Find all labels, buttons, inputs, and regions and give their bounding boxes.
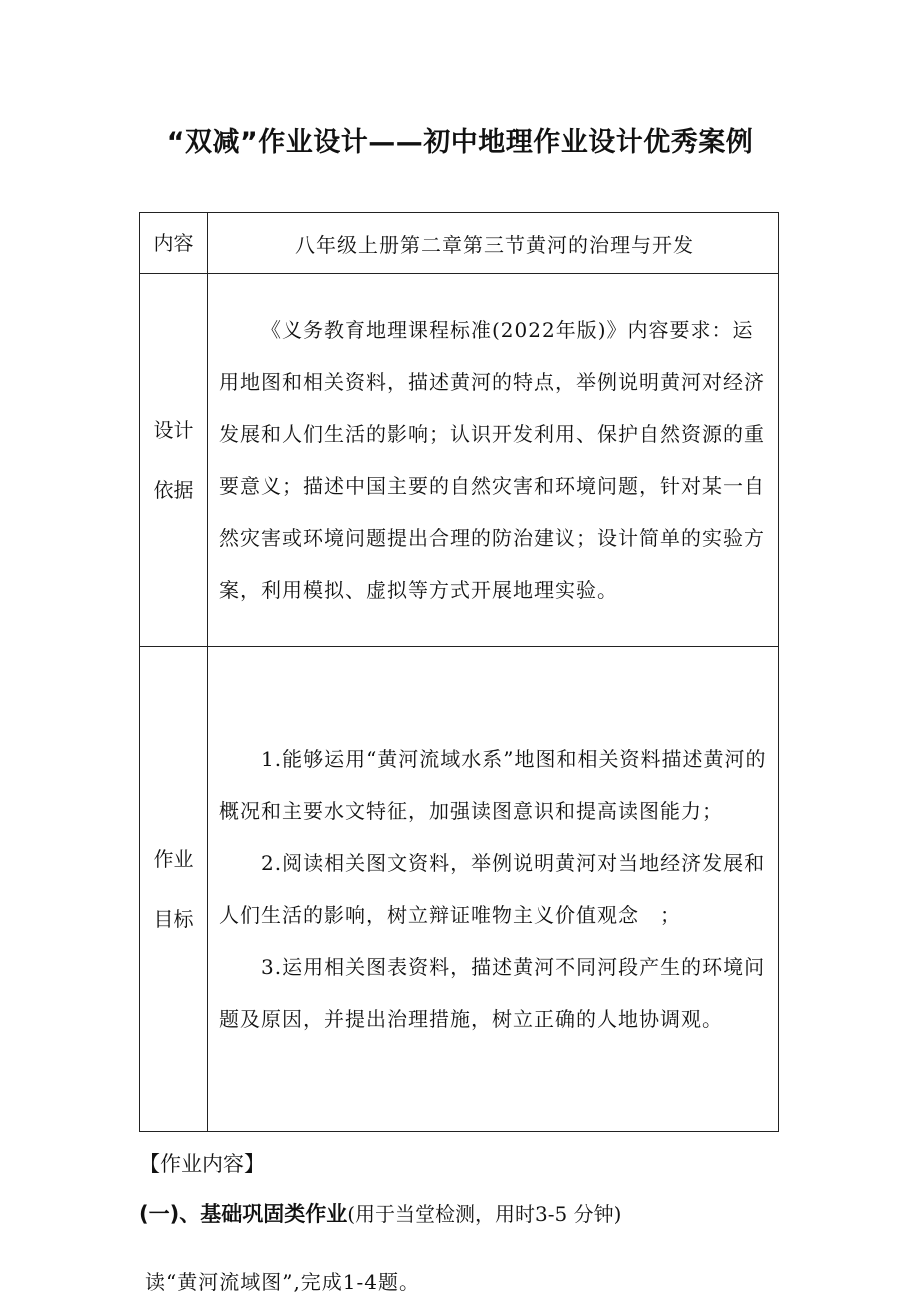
design-basis-label-line: 依据 xyxy=(153,478,194,502)
content-value: 八年级上册第二章第三节黄河的治理与开发 xyxy=(208,213,779,274)
goal-item-3: 3.运用相关图表资料，描述黄河不同河段产生的环境问题及原因，并提出治理措施，树立正确的人地协调观。 xyxy=(219,955,766,1031)
homework-goals-label-line: 作业 xyxy=(153,847,194,871)
content-label: 内容 xyxy=(140,213,208,274)
table-row-homework-goals xyxy=(140,647,779,1132)
table-row-design-basis xyxy=(140,274,779,647)
homework-goals-label xyxy=(140,647,208,1132)
homework-goals-content xyxy=(208,647,779,1132)
sub-heading-note: (用于当堂检测，用时3-5 分钟) xyxy=(347,1202,622,1226)
homework-design-table xyxy=(139,212,779,1132)
table-row-content xyxy=(140,213,779,274)
goal-item-2: 2.阅读相关图文资料，举例说明黄河对当地经济发展和人们生活的影响，树立辩证唯物主义价值观念 ； xyxy=(219,851,766,927)
document-title: “双减”作业设计——初中地理作业设计优秀案例 xyxy=(166,127,754,158)
design-basis-label-line: 设计 xyxy=(153,418,194,442)
sub-heading-title: (一)、基础巩固类作业 xyxy=(139,1202,348,1226)
design-basis-paragraph: 《义务教育地理课程标准(2022年版)》内容要求：运用地图和相关资料，描述黄河的特点，举例说明黄河对经济发展和人们生活的影响；认识开发利用、保护自然资源的重要意义；描述中国主要的自然灾害和环境问题，针对某一自然灾害或环境问题提出合理的防治建议；设计简单的实验方案，利用模拟、虚拟等方式开展地理实验。 xyxy=(219,318,765,602)
homework-goals-label-line: 目标 xyxy=(153,907,194,931)
question-instruction: 读“黄河流域图”,完成1-4题。 xyxy=(145,1270,421,1294)
design-basis-content xyxy=(208,274,779,647)
section-sub-heading xyxy=(139,1198,621,1228)
section-heading: 【作业内容】 xyxy=(139,1152,265,1176)
goal-item-1: 1.能够运用“黄河流域水系”地图和相关资料描述黄河的概况和主要水文特征，加强读图意识和提高读图能力； xyxy=(219,747,767,823)
design-basis-label xyxy=(140,274,208,647)
